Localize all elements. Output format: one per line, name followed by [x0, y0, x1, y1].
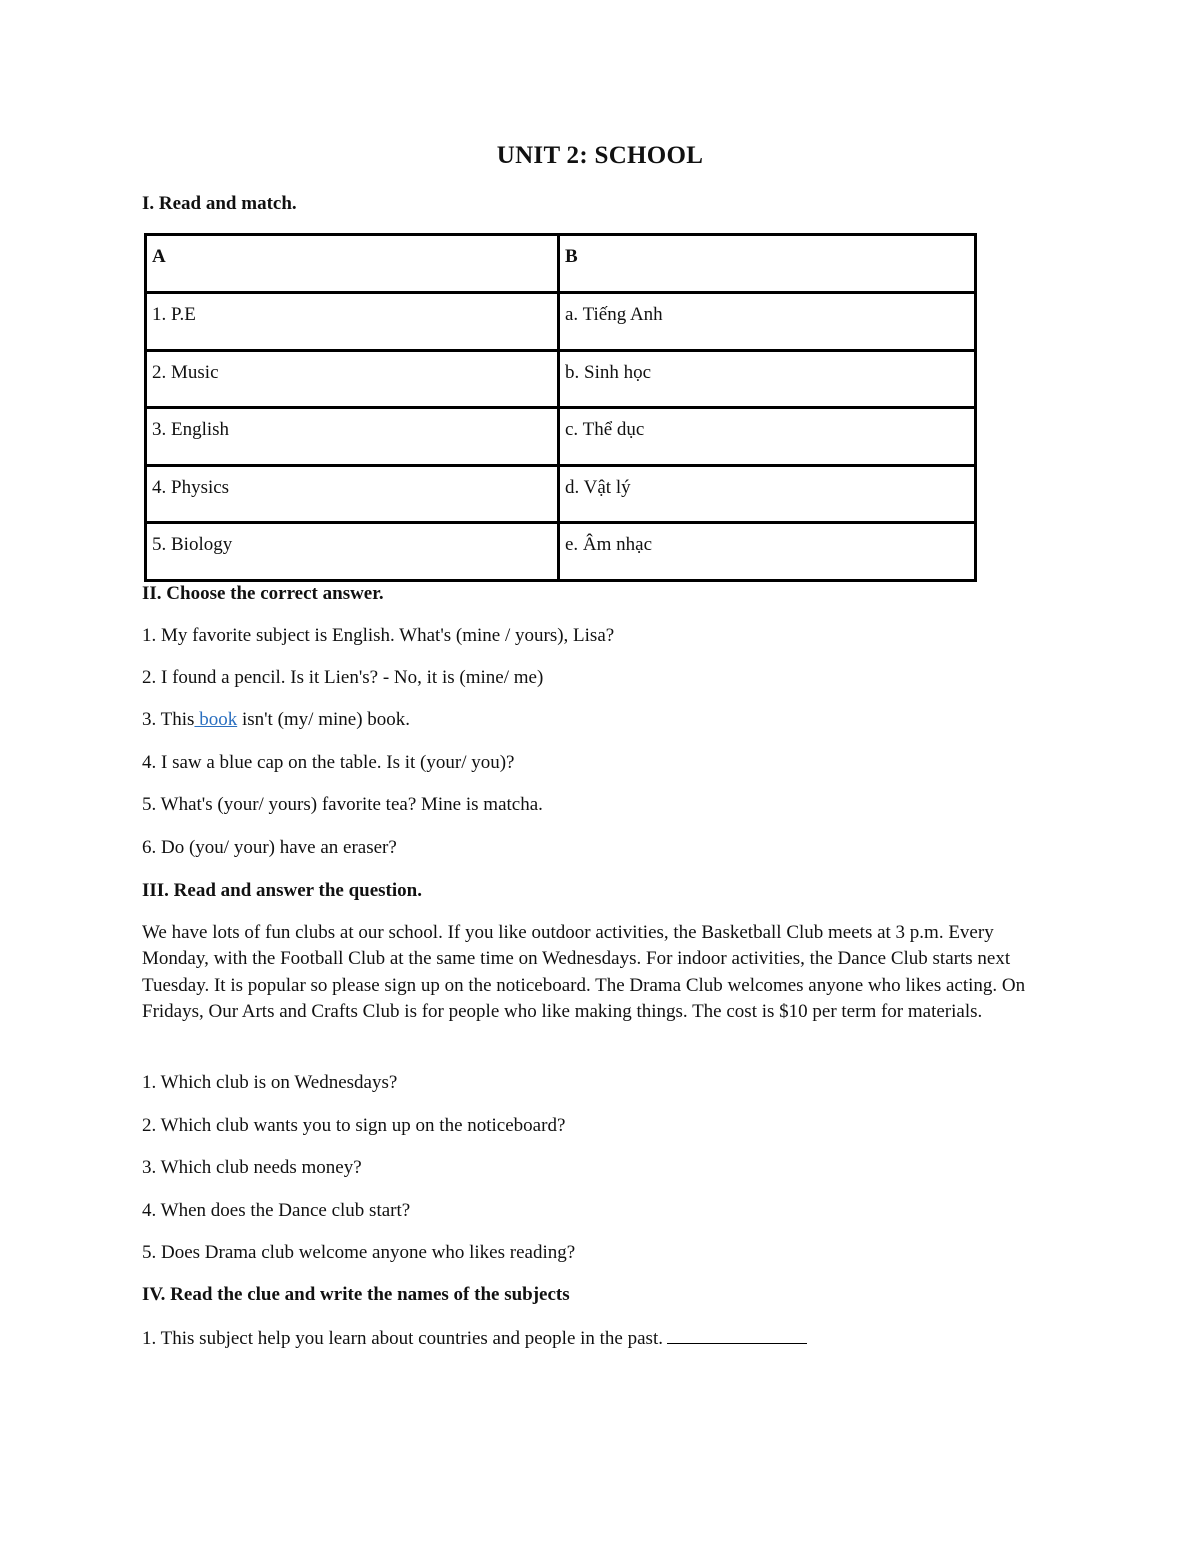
question-line — [142, 1327, 807, 1350]
table-row — [146, 466, 976, 523]
table-cell-a: 4. Physics — [146, 466, 559, 523]
table-cell-a: 2. Music — [146, 351, 559, 408]
table-row — [146, 351, 976, 408]
question-line: 5. What's (your/ yours) favorite tea? Mine is matcha. — [142, 794, 543, 815]
section-1-heading: I. Read and match. — [142, 193, 297, 214]
question-line: 3. Which club needs money? — [142, 1157, 362, 1178]
question-line — [142, 709, 410, 731]
column-b-header: B — [559, 235, 976, 293]
table-cell-b: b. Sinh học — [559, 351, 976, 408]
answer-blank[interactable] — [667, 1327, 807, 1344]
question-text: isn't (my/ mine) book. — [237, 709, 411, 730]
question-line: 2. I found a pencil. Is it Lien's? - No, it is (mine/ me) — [142, 667, 544, 688]
question-line: 1. My favorite subject is English. What's (mine / yours), Lisa? — [142, 625, 615, 646]
section-3-heading: III. Read and answer the question. — [142, 880, 422, 901]
column-a-header: A — [146, 235, 559, 293]
question-text: 1. This subject help you learn about countries and people in the past. — [142, 1328, 663, 1349]
table-row — [146, 408, 976, 466]
table-cell-b: a. Tiếng Anh — [559, 293, 976, 351]
question-line: 1. Which club is on Wednesdays? — [142, 1072, 398, 1093]
table-cell-b: e. Âm nhạc — [559, 523, 976, 581]
question-line: 6. Do (you/ your) have an eraser? — [142, 837, 397, 858]
question-line: 5. Does Drama club welcome anyone who likes reading? — [142, 1242, 576, 1263]
page-title: UNIT 2: SCHOOL — [496, 142, 704, 169]
table-header-row — [146, 235, 976, 293]
table-cell-a: 5. Biology — [146, 523, 559, 581]
table-row — [146, 523, 976, 581]
section-4-heading: IV. Read the clue and write the names of the subjects — [142, 1284, 570, 1305]
question-line: 4. I saw a blue cap on the table. Is it (your/ you)? — [142, 752, 515, 773]
table-cell-b: d. Vật lý — [559, 466, 976, 523]
table-cell-a: 3. English — [146, 408, 559, 466]
book-link[interactable]: book — [194, 709, 238, 730]
table-row — [146, 293, 976, 351]
matching-table — [144, 233, 977, 582]
question-line: 4. When does the Dance club start? — [142, 1200, 411, 1221]
section-2-heading: II. Choose the correct answer. — [142, 583, 384, 604]
question-text: 3. This — [142, 709, 195, 730]
table-cell-b: c. Thể dục — [559, 408, 976, 466]
question-line: 2. Which club wants you to sign up on the noticeboard? — [142, 1115, 566, 1136]
reading-passage: We have lots of fun clubs at our school. If you like outdoor activities, the Basketball Club meets at 3 p.m. Every Monday, with the Football Club at the same time on Wednesdays. For indoor activities, the Dance Club starts next Tuesday. It is popular so please sign up on the noticeboard. The Drama Club welcomes anyone who likes acting. On Fridays, Our Arts and Crafts Club is for people who like making things. The cost is $10 per term for materials. — [142, 922, 1026, 1022]
table-cell-a: 1. P.E — [146, 293, 559, 351]
